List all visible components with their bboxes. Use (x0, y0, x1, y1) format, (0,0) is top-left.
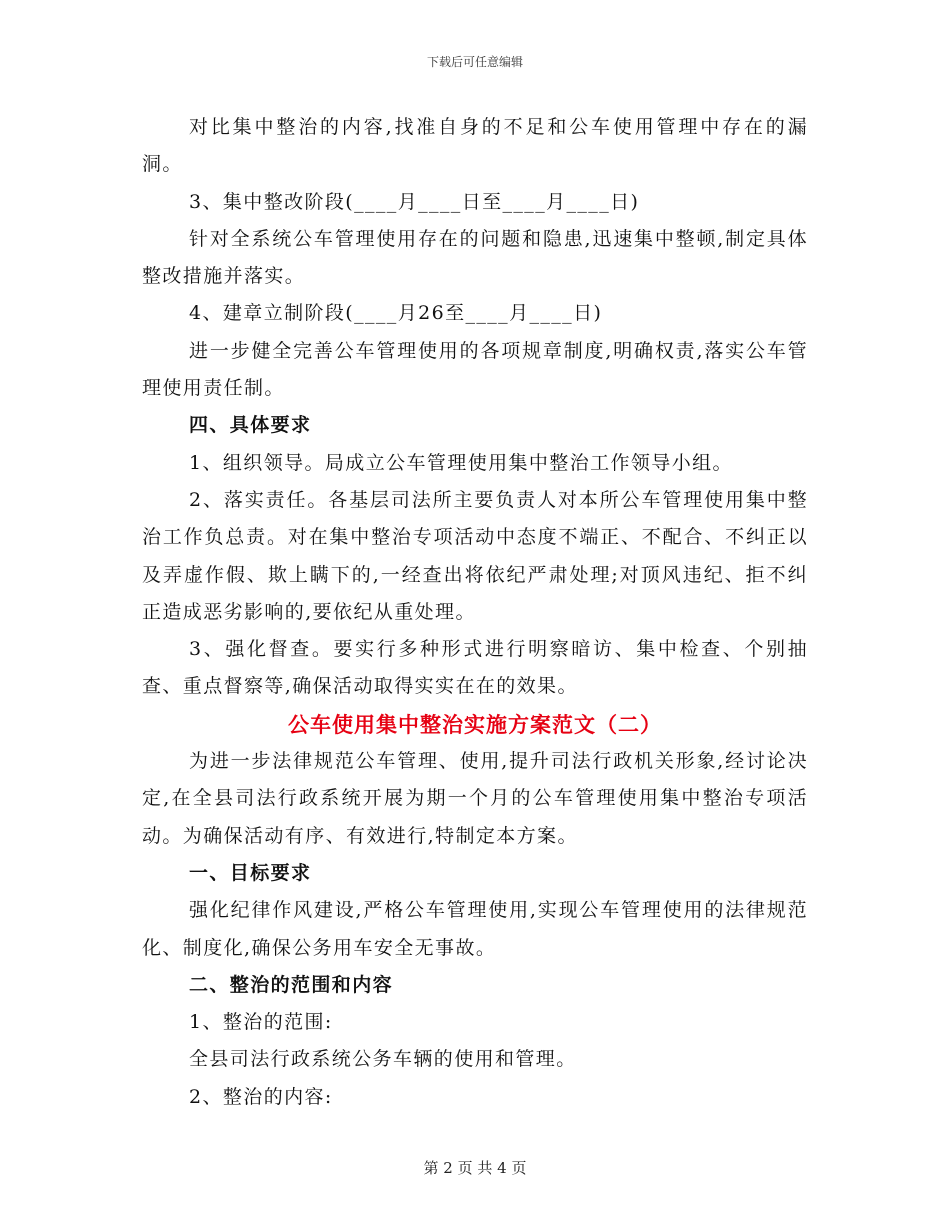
section-heading: 一、目标要求 (189, 861, 312, 884)
page-header: 下载后可任意编辑 (426, 55, 523, 69)
paragraph: 1、整治的范围: (189, 1011, 333, 1034)
paragraph: 1、组织领导。局成立公车管理使用集中整治工作领导小组。 (189, 451, 733, 474)
paragraph: 强化纪律作风建设,严格公车管理使用,实现公车管理使用的法律规范化、制度化,确保公务用车安全无事故。 (142, 899, 808, 959)
paragraph: 2、整治的内容: (189, 1085, 333, 1108)
paragraph: 进一步健全完善公车管理使用的各项规章制度,明确权责,落实公车管理使用责任制。 (142, 339, 808, 400)
paragraph: 对比集中整治的内容,找准自身的不足和公车使用管理中存在的漏洞。 (142, 116, 808, 176)
section-heading: 二、整治的范围和内容 (189, 973, 394, 996)
paragraph: 4、建章立制阶段(____月26至____月____日) (189, 302, 603, 325)
paragraph: 3、集中整改阶段(____月____日至____月____日) (189, 190, 640, 213)
paragraph: 全县司法行政系统公务车辆的使用和管理。 (189, 1048, 577, 1071)
paragraph: 针对全系统公车管理使用存在的问题和隐患,迅速集中整顿,制定具体整改措施并落实。 (142, 227, 808, 288)
document-body (142, 109, 808, 1116)
section-heading: 四、具体要求 (189, 414, 312, 437)
paragraph: 2、落实责任。各基层司法所主要负责人对本所公车管理使用集中整治工作负总责。对在集中整治专项活动中态度不端正、不配合、不纠正以及弄虚作假、欺上瞒下的,一经查出将依纪严肃处理;对顶风违纪、拒不纠正造成恶劣影响的,要依纪从重处理。 (142, 488, 808, 623)
document-section-title: 公车使用集中整治实施方案范文（二） (288, 711, 662, 737)
page-footer: 第 2 页 共 4 页 (423, 1159, 527, 1177)
paragraph: 3、强化督查。要实行多种形式进行明察暗访、集中检查、个别抽查、重点督察等,确保活动取得实实在在的效果。 (142, 638, 808, 698)
paragraph: 为进一步法律规范公车管理、使用,提升司法行政机关形象,经讨论决定,在全县司法行政系统开展为期一个月的公车管理使用集中整治专项活动。为确保活动有序、有效进行,特制定本方案。 (142, 750, 808, 847)
